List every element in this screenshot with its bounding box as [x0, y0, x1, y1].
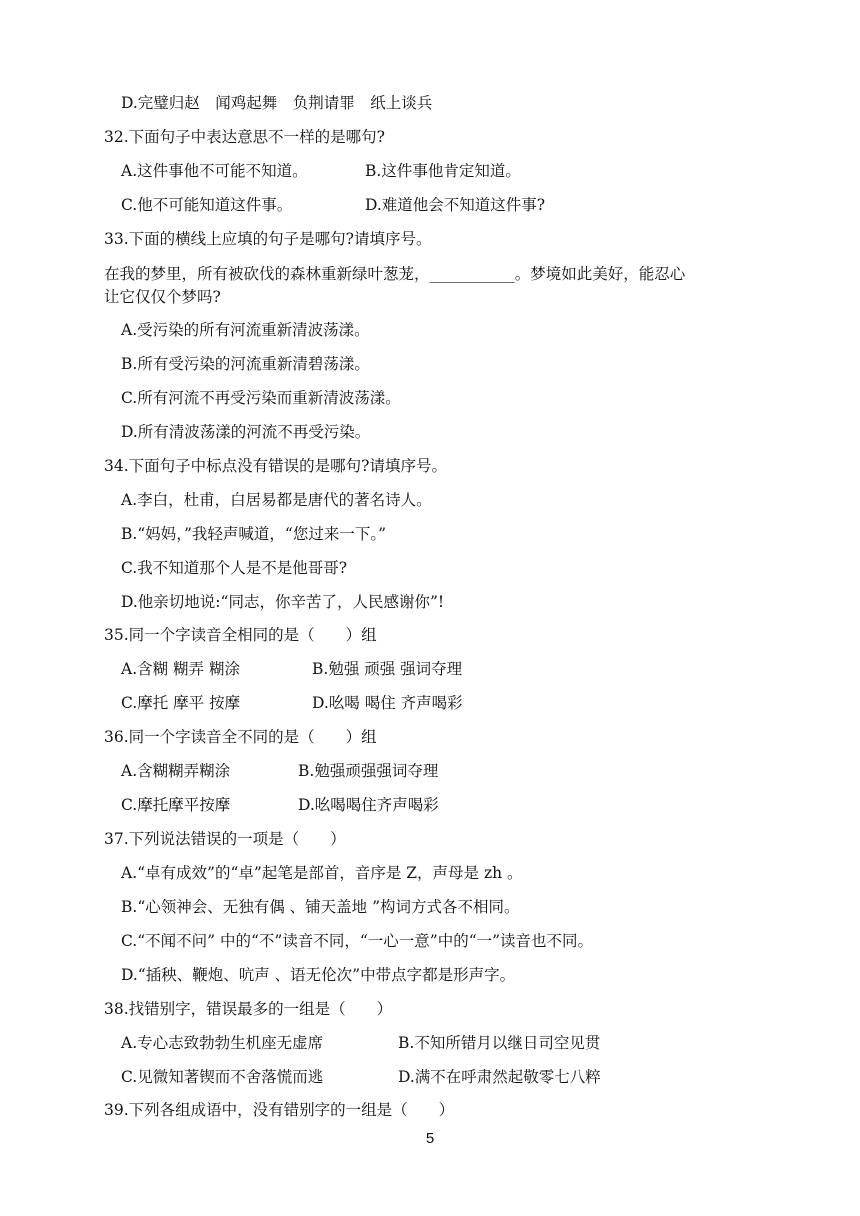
- q34-option-b: B.“妈妈，”我轻声喊道，“您过来一下。”: [121, 525, 387, 543]
- page-number: 5: [425, 1130, 435, 1147]
- q32-option-a: A.这件事他不可能不知道。: [121, 162, 308, 180]
- q36-option-a: A.含糊糊弄糊涂: [121, 762, 231, 780]
- q32-option-b: B.这件事他肯定知道。: [365, 162, 521, 180]
- question-35: 35.同一个字读音全相同的是（ ）组: [104, 626, 377, 644]
- q38-option-b: B.不知所错月以继日司空见贯: [398, 1034, 601, 1052]
- q33-option-d: D.所有清波荡漾的河流不再受污染。: [121, 423, 371, 441]
- q35-option-d: D.吆喝 喝住 齐声喝彩: [312, 694, 463, 712]
- question-38: 38.找错别字，错误最多的一组是（ ）: [104, 1000, 393, 1018]
- q32-option-c: C.他不可能知道这件事。: [121, 196, 293, 214]
- q33-option-b: B.所有受污染的河流重新清碧荡漾。: [121, 355, 370, 373]
- q33-sentence-line-2: 让它仅仅个梦吗?: [104, 288, 221, 306]
- q34-option-c: C.我不知道那个人是不是他哥哥?: [121, 559, 348, 577]
- q33-option-c: C.所有河流不再受污染而重新清波荡漾。: [121, 389, 401, 407]
- q35-option-c: C.摩托 摩平 按摩: [121, 694, 241, 712]
- q37-option-a: A.“卓有成效”的“卓”起笔是部首，音序是 Z，声母是 zh 。: [121, 864, 523, 882]
- q38-option-c: C.见微知著锲而不舍落慌而逃: [121, 1068, 324, 1086]
- q38-option-d: D.满不在呼肃然起敬零七八粹: [398, 1068, 601, 1086]
- question-33: 33.下面的横线上应填的句子是哪句?请填序号。: [104, 230, 432, 248]
- q32-option-d: D.难道他会不知道这件事?: [365, 196, 546, 214]
- q38-option-a: A.专心志致勃勃生机座无虚席: [121, 1034, 324, 1052]
- q37-option-d: D.“插秧、鞭炮、吭声 、语无伦次”中带点字都是形声字。: [121, 966, 516, 984]
- q35-option-b: B.勉强 顽强 强词夺理: [312, 660, 463, 678]
- question-37: 37.下列说法错误的一项是（ ）: [104, 830, 346, 848]
- q36-option-d: D.吆喝喝住齐声喝彩: [298, 796, 439, 814]
- q37-option-c: C.“不闻不问” 中的“不”读音不同，“一心一意”中的“一”读音也不同。: [121, 932, 594, 950]
- question-36: 36.同一个字读音全不同的是（ ）组: [104, 728, 377, 746]
- q31-option-d: D.完璧归赵 闻鸡起舞 负荆请罪 纸上谈兵: [121, 94, 433, 112]
- q34-option-d: D.他亲切地说:“同志，你辛苦了，人民感谢你”!: [121, 593, 445, 611]
- question-39: 39.下列各组成语中，没有错别字的一组是（ ）: [104, 1101, 455, 1119]
- q34-option-a: A.李白，杜甫，白居易都是唐代的著名诗人。: [121, 491, 432, 509]
- q36-option-c: C.摩托摩平按摩: [121, 796, 231, 814]
- q37-option-b: B.“心领神会、无独有偶 、铺天盖地 ”构词方式各不相同。: [121, 898, 520, 916]
- q35-option-a: A.含糊 糊弄 糊涂: [121, 660, 240, 678]
- q33-option-a: A.受污染的所有河流重新清波荡漾。: [121, 321, 370, 339]
- q33-sentence-line-1: 在我的梦里，所有被砍伐的森林重新绿叶葱茏，___________。梦境如此美好，能忍心: [104, 265, 686, 283]
- question-32: 32.下面句子中表达意思不一样的是哪句?: [104, 128, 385, 146]
- question-34: 34.下面句子中标点没有错误的是哪句?请填序号。: [104, 457, 447, 475]
- q36-option-b: B.勉强顽强强词夺理: [298, 762, 439, 780]
